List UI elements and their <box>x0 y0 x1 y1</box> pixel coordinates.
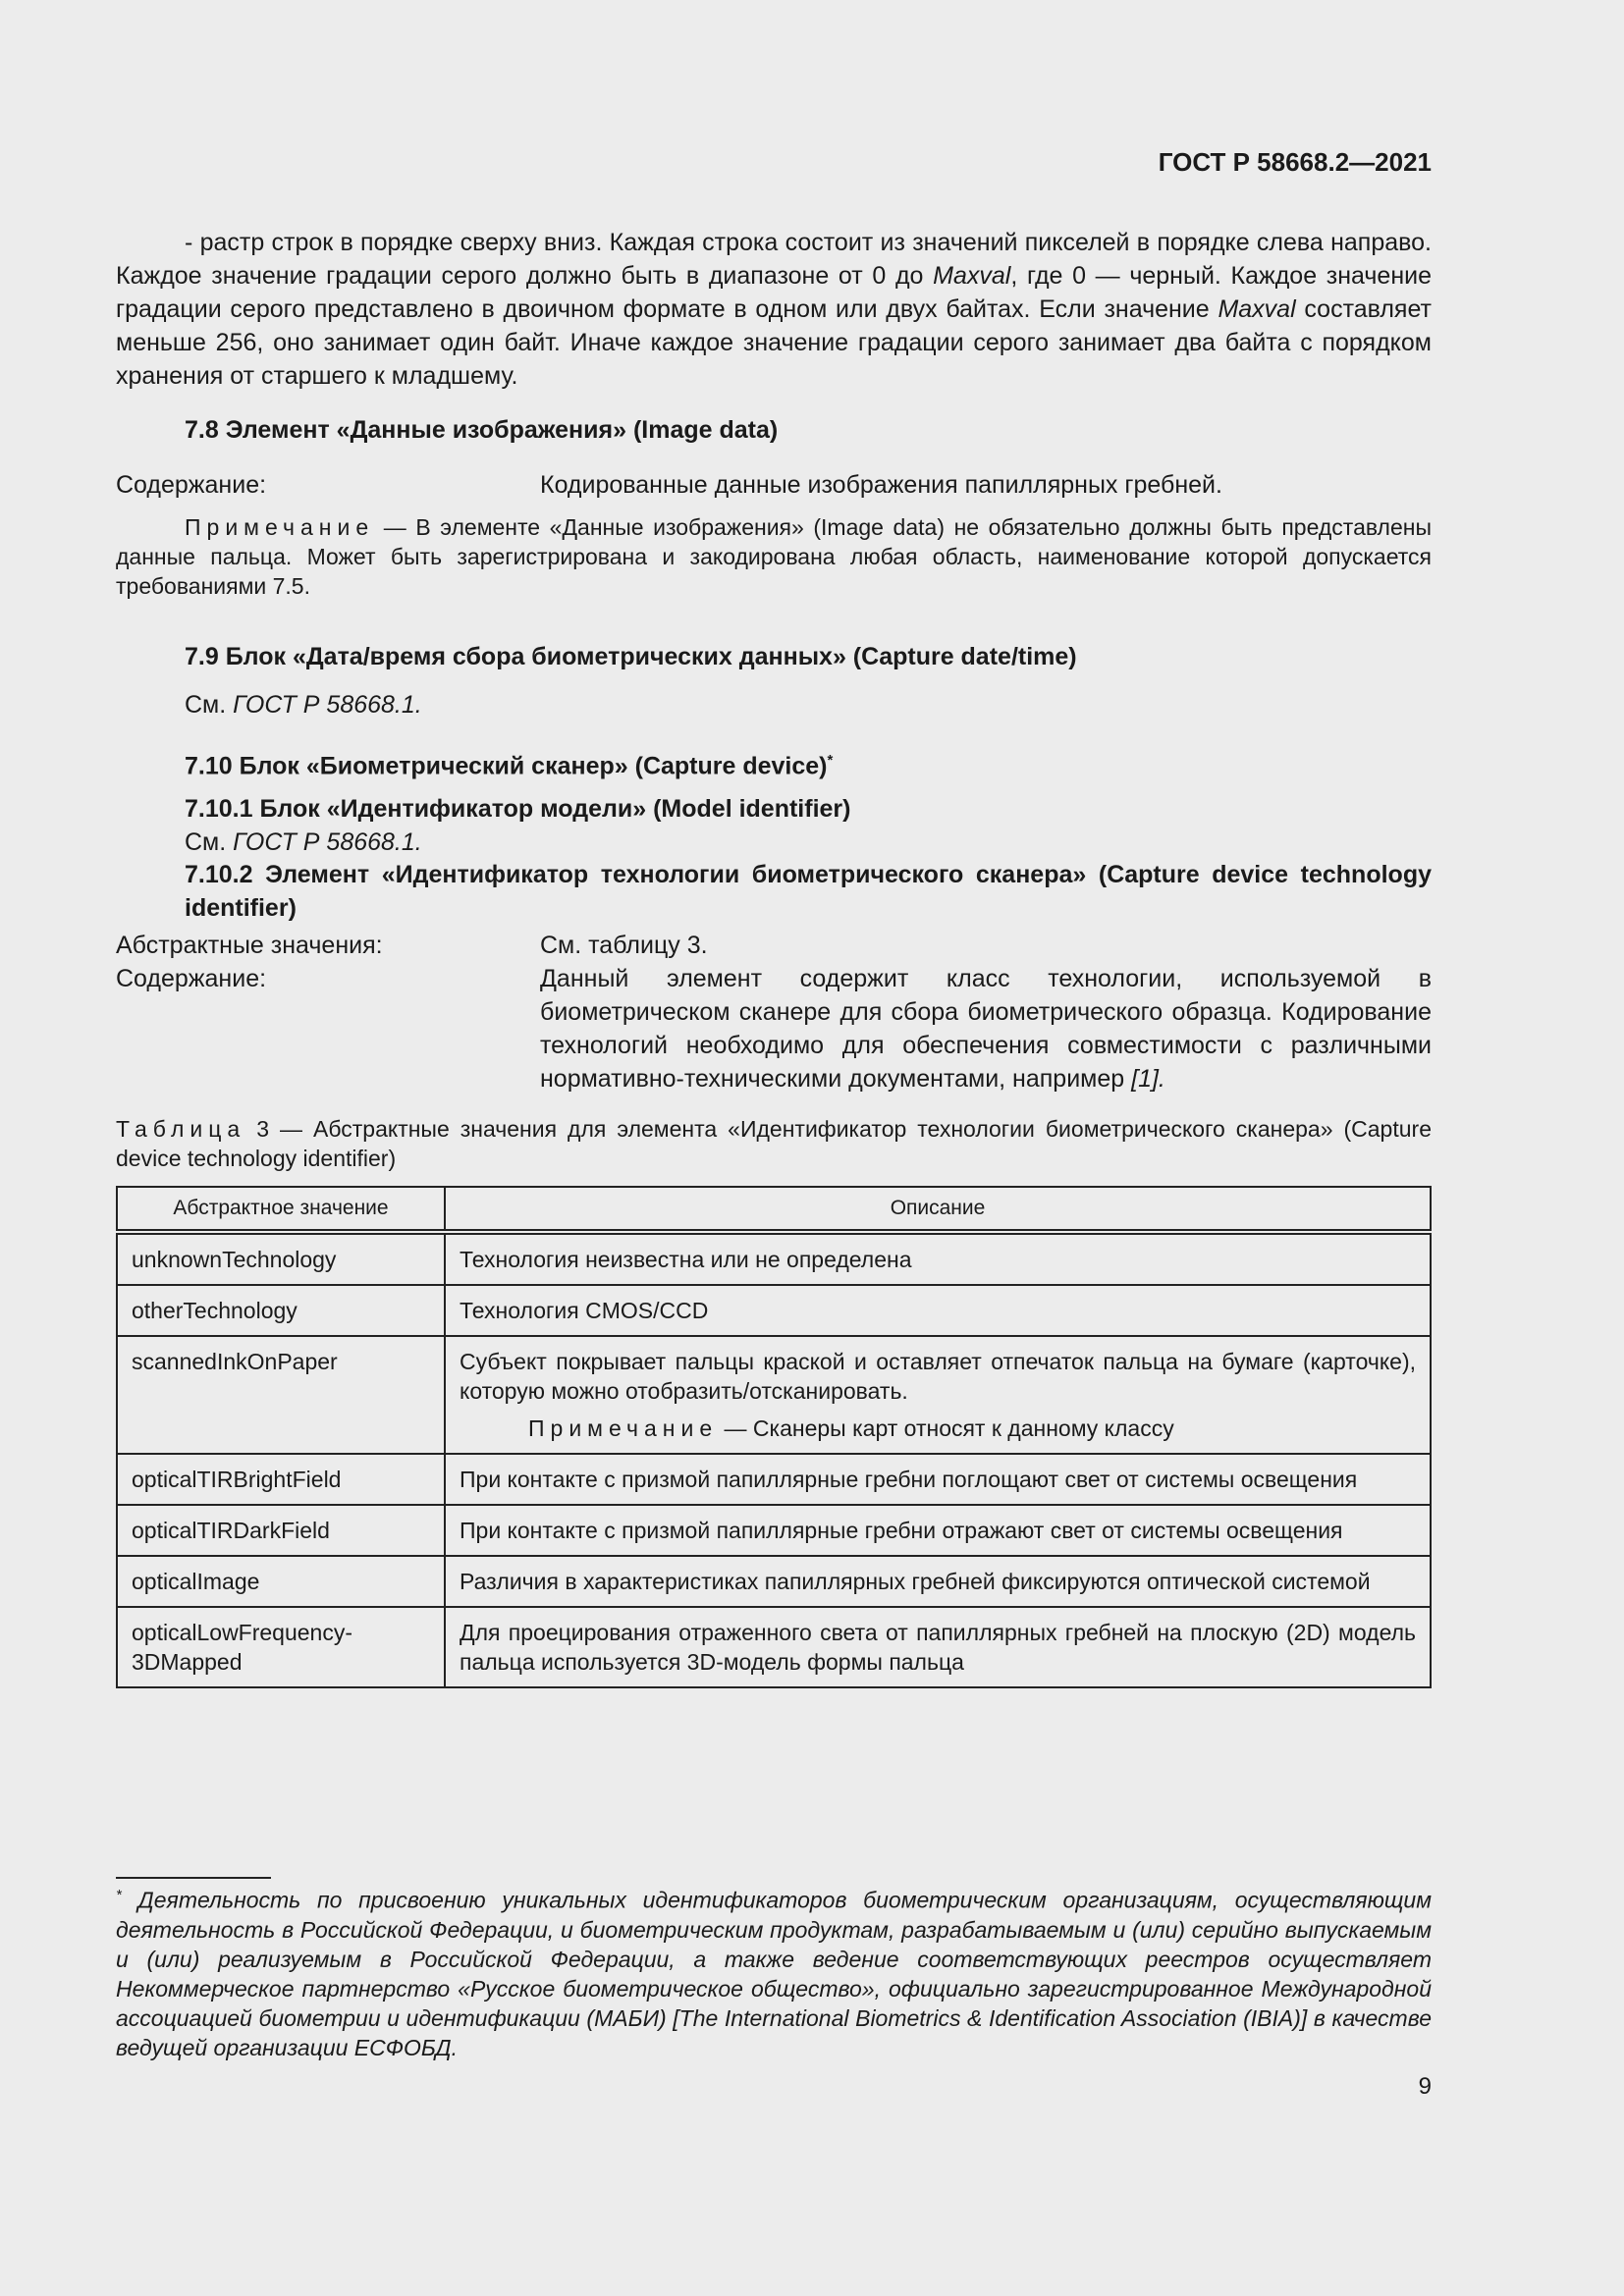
abstract-value-cell: otherTechnology <box>117 1285 445 1336</box>
table-row <box>117 1607 1431 1687</box>
abstract-value-cell: opticalLowFrequency-3DMapped <box>117 1607 445 1687</box>
abstract-value-cell: scannedInkOnPaper <box>117 1336 445 1454</box>
standard-code: ГОСТ Р 58668.2—2021 <box>1158 147 1432 177</box>
intro-text-3: составляет меньше 256, оно занимает один байт. Иначе каждое значение градации серого занимает два байта с порядком хранения от старшего к младшему. <box>116 295 1432 390</box>
abstract-values-value: См. таблицу 3. <box>540 932 708 959</box>
footnote-mark: * <box>827 752 834 769</box>
note-7-8 <box>116 512 1432 601</box>
section-heading-7-8: 7.8 Элемент «Данные изображения» (Image data) <box>185 416 779 444</box>
column-header-abstract-value: Абстрактное значение <box>117 1187 445 1232</box>
section-heading-7-10-2: 7.10.2 Элемент «Идентификатор технологии биометрического сканера» (Capture device technology identifier) <box>185 861 1432 922</box>
section-heading-7-9: 7.9 Блок «Дата/время сбора биометрических данных» (Capture date/time) <box>185 643 1077 670</box>
see-label: См. <box>185 828 234 856</box>
note-word: Примечание <box>528 1415 719 1441</box>
caption-text: 3 — Абстрактные значения для элемента «Идентификатор технологии биометрического сканера» (Capture device technology identifier) <box>116 1116 1432 1171</box>
table-row <box>117 1454 1431 1505</box>
abstract-value-cell: opticalTIRDarkField <box>117 1505 445 1556</box>
maxval-term: Maxval <box>933 262 1011 290</box>
footnote-text: Деятельность по присвоению уникальных идентификаторов биометрическим организациям, осуществляющим деятельность в Российской Федерации, и биометрическим продуктам, разрабатываемым и (или) серийно выпускаемым и (или) реализуемым в Российской Федерации, а также ведение соответствующих реестров осуществляет Некоммерческое партнерство «Русское биометрическое общество», официально зарегистрированное Международной ассоциацией биометрии и идентификации (МАБИ) [The International Biometrics & Identification Association (IBIA)] в качестве ведущей организации ЕСФОБД. <box>116 1887 1432 2060</box>
see-label: См. <box>185 691 234 719</box>
description-cell: При контакте с призмой папиллярные гребни отражают свет от системы освещения <box>445 1505 1431 1556</box>
abstract-value-cell: unknownTechnology <box>117 1232 445 1285</box>
caption-word: Таблица <box>116 1116 246 1142</box>
note-word: Примечание <box>185 514 375 540</box>
content-label: Содержание: <box>116 471 267 499</box>
abstract-value-cell: opticalImage <box>117 1556 445 1607</box>
table-row <box>117 1336 1431 1454</box>
abstract-values-label: Абстрактные значения: <box>116 932 383 959</box>
description-cell: Для проецирования отраженного света от папиллярных гребней на плоскую (2D) модель пальца используется 3D-модель формы пальца <box>445 1607 1431 1687</box>
note-text: — Сканеры карт относят к данному классу <box>718 1415 1174 1441</box>
abstract-values-row <box>116 929 1432 962</box>
table-3 <box>116 1186 1432 1688</box>
table-caption <box>116 1114 1432 1173</box>
content-row-7-8 <box>116 468 1432 502</box>
abstract-value-cell: opticalTIRBrightField <box>117 1454 445 1505</box>
content-value: Кодированные данные изображения папиллярных гребней. <box>540 471 1222 499</box>
table-header-row <box>117 1187 1431 1232</box>
maxval-term: Maxval <box>1218 295 1296 323</box>
content-row-7-10-2 <box>116 962 1432 1095</box>
table-row <box>117 1232 1431 1285</box>
footnote-separator <box>116 1877 271 1879</box>
content-label: Содержание: <box>116 965 267 992</box>
column-header-description: Описание <box>445 1187 1431 1232</box>
intro-text-2: , где 0 — черный. Каждое значение градации серого представлено в двоичном формате в одном или двух байтах. Если значение <box>116 262 1433 323</box>
description-cell: Различия в характеристиках папиллярных гребней фиксируются оптической системой <box>445 1556 1431 1607</box>
section-heading-7-10 <box>116 744 1432 782</box>
note-text: — В элементе «Данные изображения» (Image data) не обязательно должны быть представлены данные пальца. Может быть зарегистрирована и закодирована любая область, наименование которой допускается требованиями 7.5. <box>116 514 1432 599</box>
gost-reference: ГОСТ Р 58668.1. <box>233 828 422 856</box>
description-cell: Технология неизвестна или не определена <box>445 1232 1431 1285</box>
cell-note <box>460 1414 1416 1443</box>
content-value <box>540 962 1432 1095</box>
page-number: 9 <box>1418 2073 1432 2100</box>
table-row <box>117 1556 1431 1607</box>
table-row <box>117 1505 1431 1556</box>
table-row <box>117 1285 1431 1336</box>
description-cell: Технология CMOS/CCD <box>445 1285 1431 1336</box>
content-text: Данный элемент содержит класс технологии, используемой в биометрическом сканере для сбора биометрического образца. Кодирование технологий необходимо для обеспечения совместимости с различными нормативно-техническими документами, например <box>540 965 1432 1093</box>
footnote <box>116 1881 1432 2062</box>
description-cell: При контакте с призмой папиллярные гребни поглощают свет от системы освещения <box>445 1454 1431 1505</box>
footnote-mark: * <box>116 1887 122 1903</box>
description-text: Субъект покрывает пальцы краской и оставляет отпечаток пальца на бумаге (карточке), которую можно отобразить/отсканировать. <box>460 1349 1416 1404</box>
intro-text-1: - растр строк в порядке сверху вниз. Каждая строка состоит из значений пикселей в порядке слева направо. Каждое значение градации серого должно быть в диапазоне от 0 до <box>116 229 1432 290</box>
bibliography-reference: [1]. <box>1131 1065 1165 1093</box>
see-reference-7-9 <box>185 688 1432 721</box>
heading-text: 7.10 Блок «Биометрический сканер» (Capture device) <box>185 752 828 780</box>
gost-reference: ГОСТ Р 58668.1. <box>233 691 422 719</box>
section-heading-7-10-1: 7.10.1 Блок «Идентификатор модели» (Model identifier) <box>185 795 851 823</box>
intro-paragraph <box>116 226 1432 393</box>
description-cell <box>445 1336 1431 1454</box>
see-reference-7-10-1 <box>185 826 1432 859</box>
